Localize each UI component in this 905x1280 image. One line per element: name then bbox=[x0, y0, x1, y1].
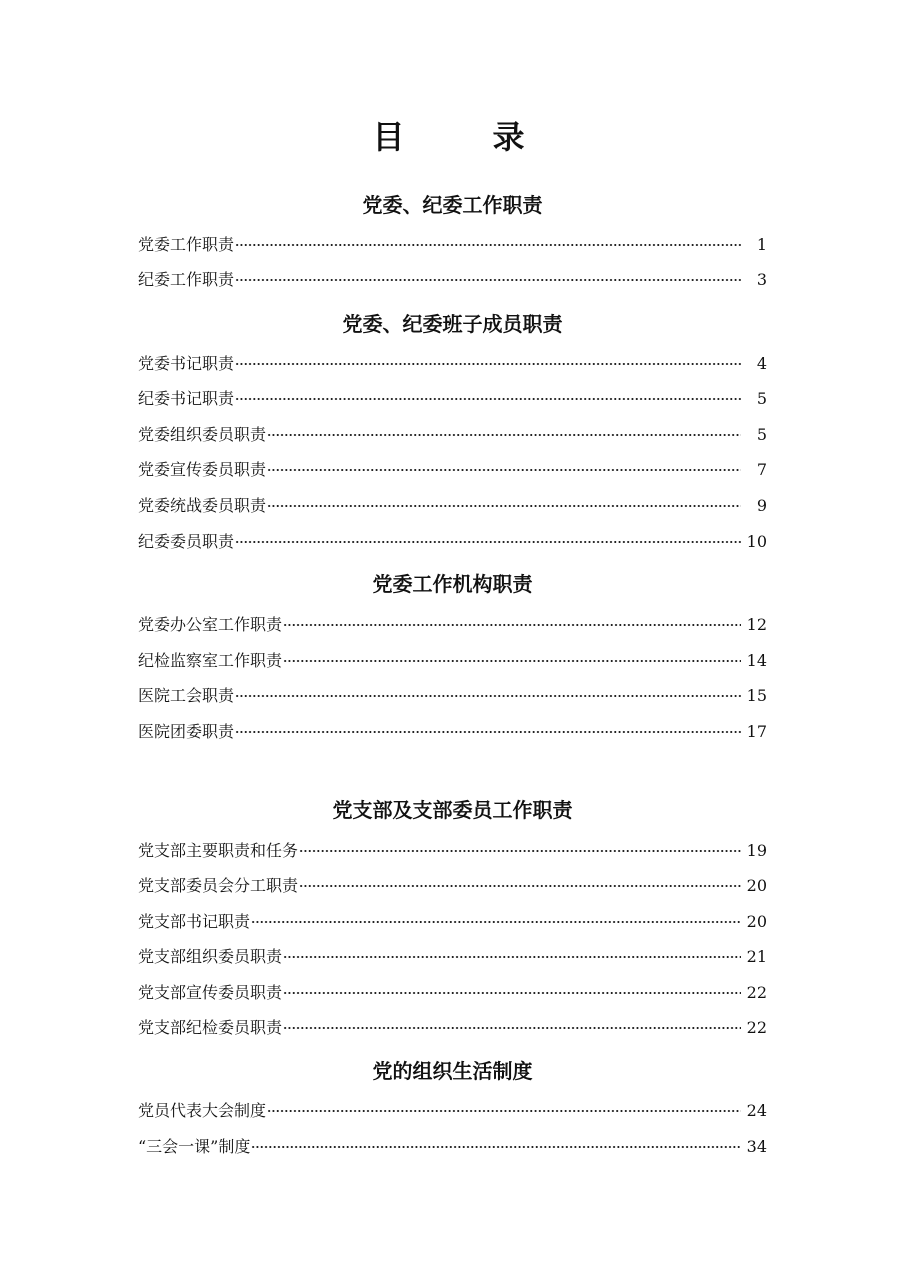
toc-entry-page: 20 bbox=[746, 912, 767, 931]
toc-entry[interactable] bbox=[138, 721, 767, 743]
dot-leader bbox=[267, 1109, 741, 1113]
dot-leader bbox=[235, 278, 741, 282]
dot-leader bbox=[283, 991, 741, 995]
toc-entry-page: 3 bbox=[756, 270, 767, 289]
toc-entry-page: 10 bbox=[746, 532, 767, 551]
toc-entry-page: 17 bbox=[746, 722, 767, 741]
toc-entry[interactable] bbox=[138, 388, 767, 410]
dot-leader bbox=[235, 243, 741, 247]
page-title: 目 录 bbox=[372, 118, 553, 156]
toc-entry-page: 22 bbox=[746, 983, 767, 1002]
toc-entry[interactable] bbox=[138, 459, 767, 481]
dot-leader bbox=[283, 623, 741, 627]
toc-entry-label: 党支部主要职责和任务 bbox=[138, 841, 299, 860]
dot-leader bbox=[235, 730, 741, 734]
toc-entry-label: 医院工会职责 bbox=[138, 686, 235, 705]
toc-entry-page: 22 bbox=[746, 1018, 767, 1037]
toc-entry-label: 纪委书记职责 bbox=[138, 389, 235, 408]
toc-entry[interactable] bbox=[138, 875, 767, 897]
toc-entry[interactable] bbox=[138, 946, 767, 968]
dot-leader bbox=[299, 849, 741, 853]
section-heading: 党委工作机构职责 bbox=[372, 572, 533, 596]
toc-entry[interactable] bbox=[138, 840, 767, 862]
toc-entry-page: 34 bbox=[746, 1137, 767, 1156]
toc-entry-page: 9 bbox=[756, 496, 767, 515]
toc-entry-page: 4 bbox=[756, 354, 767, 373]
toc-entry-page: 7 bbox=[756, 460, 767, 479]
dot-leader bbox=[235, 540, 741, 544]
toc-entry[interactable] bbox=[138, 1017, 767, 1039]
dot-leader bbox=[283, 1026, 741, 1030]
toc-entry-label: 医院团委职责 bbox=[138, 722, 235, 741]
dot-leader bbox=[251, 1145, 740, 1149]
dot-leader bbox=[251, 920, 741, 924]
toc-entry-page: 21 bbox=[746, 947, 767, 966]
toc-entry-label: “三会一课”制度 bbox=[138, 1137, 251, 1156]
section-heading: 党委、纪委班子成员职责 bbox=[342, 312, 563, 336]
toc-entry[interactable] bbox=[138, 1100, 767, 1122]
toc-entry-label: 党支部组织委员职责 bbox=[138, 947, 283, 966]
toc-entry[interactable] bbox=[138, 353, 767, 375]
section-heading: 党的组织生活制度 bbox=[372, 1059, 533, 1083]
toc-entry-label: 纪委工作职责 bbox=[138, 270, 235, 289]
toc-entry-label: 党委工作职责 bbox=[138, 235, 235, 254]
toc-entry-label: 党委组织委员职责 bbox=[138, 425, 267, 444]
toc-entry-page: 14 bbox=[746, 651, 767, 670]
dot-leader bbox=[235, 397, 741, 401]
dot-leader bbox=[283, 659, 741, 663]
dot-leader bbox=[235, 362, 741, 366]
toc-entry-label: 党委宣传委员职责 bbox=[138, 460, 267, 479]
toc-entry-page: 1 bbox=[756, 235, 767, 254]
toc-entry-page: 24 bbox=[746, 1101, 767, 1120]
section-heading: 党支部及支部委员工作职责 bbox=[332, 798, 573, 822]
toc-entry-page: 19 bbox=[746, 841, 767, 860]
toc-entry-label: 党支部纪检委员职责 bbox=[138, 1018, 283, 1037]
toc-entry[interactable] bbox=[138, 685, 767, 707]
toc-entry-label: 纪检监察室工作职责 bbox=[138, 651, 283, 670]
toc-entry[interactable] bbox=[138, 424, 767, 446]
dot-leader bbox=[267, 468, 741, 472]
toc-entry-label: 党委书记职责 bbox=[138, 354, 235, 373]
toc-entry-page: 12 bbox=[746, 615, 767, 634]
dot-leader bbox=[267, 433, 741, 437]
toc-entry[interactable] bbox=[138, 495, 767, 517]
toc-entry[interactable] bbox=[138, 269, 767, 291]
toc-entry-page: 5 bbox=[756, 389, 767, 408]
toc-entry-label: 党委办公室工作职责 bbox=[138, 615, 283, 634]
dot-leader bbox=[299, 884, 741, 888]
toc-entry-label: 纪委委员职责 bbox=[138, 532, 235, 551]
dot-leader bbox=[267, 504, 741, 508]
toc-entry[interactable] bbox=[138, 982, 767, 1004]
toc-entry-label: 党员代表大会制度 bbox=[138, 1101, 267, 1120]
dot-leader bbox=[283, 955, 741, 959]
toc-entry-label: 党委统战委员职责 bbox=[138, 496, 267, 515]
toc-entry[interactable] bbox=[138, 531, 767, 553]
toc-entry-label: 党支部书记职责 bbox=[138, 912, 251, 931]
toc-entry-label: 党支部宣传委员职责 bbox=[138, 983, 283, 1002]
toc-entry[interactable] bbox=[138, 911, 767, 933]
toc-entry[interactable] bbox=[138, 614, 767, 636]
section-heading: 党委、纪委工作职责 bbox=[362, 193, 543, 217]
toc-entry-page: 20 bbox=[746, 876, 767, 895]
toc-entry[interactable] bbox=[138, 650, 767, 672]
toc-entry[interactable] bbox=[138, 1136, 767, 1158]
dot-leader bbox=[235, 694, 741, 698]
toc-entry[interactable] bbox=[138, 234, 767, 256]
toc-entry-label: 党支部委员会分工职责 bbox=[138, 876, 299, 895]
toc-entry-page: 15 bbox=[746, 686, 767, 705]
toc-entry-page: 5 bbox=[756, 425, 767, 444]
